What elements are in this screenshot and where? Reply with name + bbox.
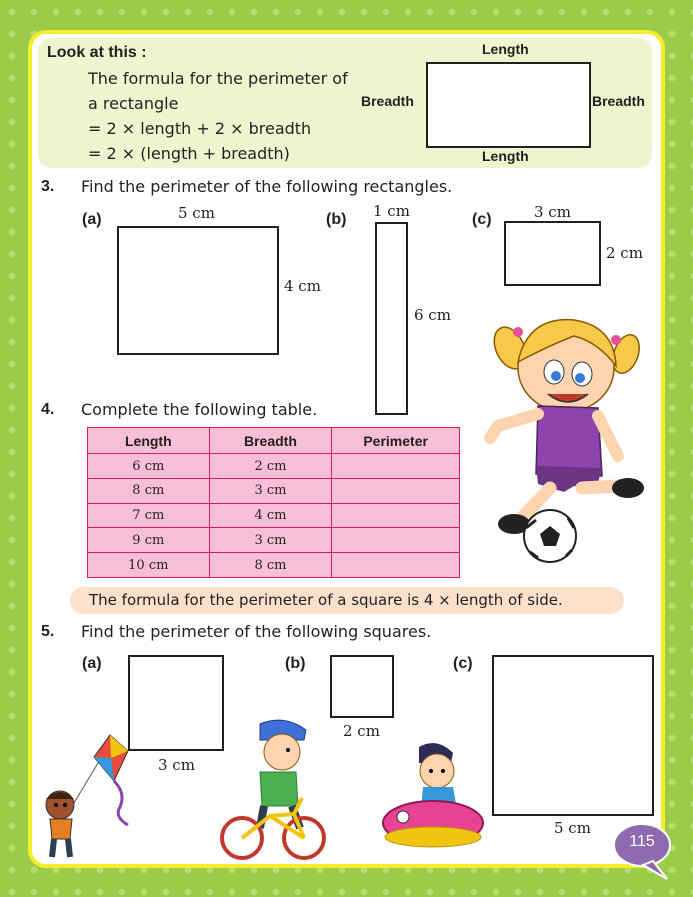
table-row (88, 503, 460, 528)
question-5-number: 5. (41, 623, 55, 640)
q3-part-b-label: (b) (326, 211, 347, 228)
breadth-cell: 3 cm (209, 528, 332, 553)
rectangle-diagram (426, 62, 591, 148)
q3b-breadth-label: 6 cm (414, 306, 451, 324)
perimeter-answer-cell[interactable] (332, 528, 460, 553)
breadth-cell: 3 cm (209, 479, 332, 504)
q3b-rectangle (375, 222, 408, 415)
q5c-side-label: 5 cm (554, 819, 591, 837)
q3c-rectangle (504, 221, 601, 286)
q5-part-c-label: (c) (453, 655, 473, 672)
diagram-length-top: Length (482, 41, 529, 57)
diagram-breadth-right: Breadth (592, 93, 645, 109)
question-4-text: Complete the following table. (81, 400, 318, 419)
formula-line-2: a rectangle (88, 94, 179, 113)
q3a-breadth-label: 4 cm (284, 277, 321, 295)
page-number-badge (613, 823, 671, 869)
diagram-breadth-left: Breadth (361, 93, 414, 109)
table-row (88, 528, 460, 553)
breadth-cell: 2 cm (209, 454, 332, 479)
header-perimeter: Perimeter (332, 428, 460, 454)
question-5-text: Find the perimeter of the following squares. (81, 622, 432, 641)
q3a-length-label: 5 cm (178, 204, 215, 222)
formula-line-1: The formula for the perimeter of (88, 69, 348, 88)
table-row (88, 454, 460, 479)
length-cell: 10 cm (88, 553, 210, 578)
question-4-number: 4. (41, 401, 55, 418)
boy-bumper-car-illustration (381, 741, 487, 849)
page-number: 115 (629, 833, 655, 850)
q3c-breadth-label: 2 cm (606, 244, 643, 262)
header-breadth: Breadth (209, 428, 332, 454)
perimeter-answer-cell[interactable] (332, 503, 460, 528)
boy-kite-illustration (38, 733, 134, 863)
table-row (88, 479, 460, 504)
breadth-cell: 8 cm (209, 553, 332, 578)
formula-title: Look at this : (47, 44, 147, 61)
formula-line-4: = 2 × (length + breadth) (88, 144, 290, 163)
diagram-length-bottom: Length (482, 148, 529, 164)
length-cell: 9 cm (88, 528, 210, 553)
perimeter-answer-cell[interactable] (332, 454, 460, 479)
question-3-number: 3. (41, 178, 55, 195)
perimeter-answer-cell[interactable] (332, 479, 460, 504)
formula-line-3: = 2 × length + 2 × breadth (88, 119, 312, 138)
table-row (88, 553, 460, 578)
q3c-length-label: 3 cm (534, 203, 571, 221)
boy-bicycle-illustration (220, 716, 328, 862)
table-header-row (88, 428, 460, 454)
q5a-side-label: 3 cm (158, 756, 195, 774)
q5c-square (492, 655, 654, 816)
perimeter-answer-cell[interactable] (332, 553, 460, 578)
perimeter-table (87, 427, 460, 578)
q5b-side-label: 2 cm (343, 722, 380, 740)
square-formula-note: The formula for the perimeter of a square is 4 × length of side. (70, 587, 624, 614)
q3-part-c-label: (c) (472, 211, 492, 228)
q5b-square (330, 655, 394, 718)
q3b-length-label: 1 cm (373, 202, 410, 220)
length-cell: 8 cm (88, 479, 210, 504)
girl-football-illustration (478, 306, 648, 568)
q5-part-a-label: (a) (82, 655, 102, 672)
header-length: Length (88, 428, 210, 454)
q5a-square (128, 655, 224, 751)
q3-part-a-label: (a) (82, 211, 102, 228)
question-3-text: Find the perimeter of the following rectangles. (81, 177, 453, 196)
length-cell: 7 cm (88, 503, 210, 528)
q5-part-b-label: (b) (285, 655, 306, 672)
q3a-rectangle (117, 226, 279, 355)
breadth-cell: 4 cm (209, 503, 332, 528)
length-cell: 6 cm (88, 454, 210, 479)
